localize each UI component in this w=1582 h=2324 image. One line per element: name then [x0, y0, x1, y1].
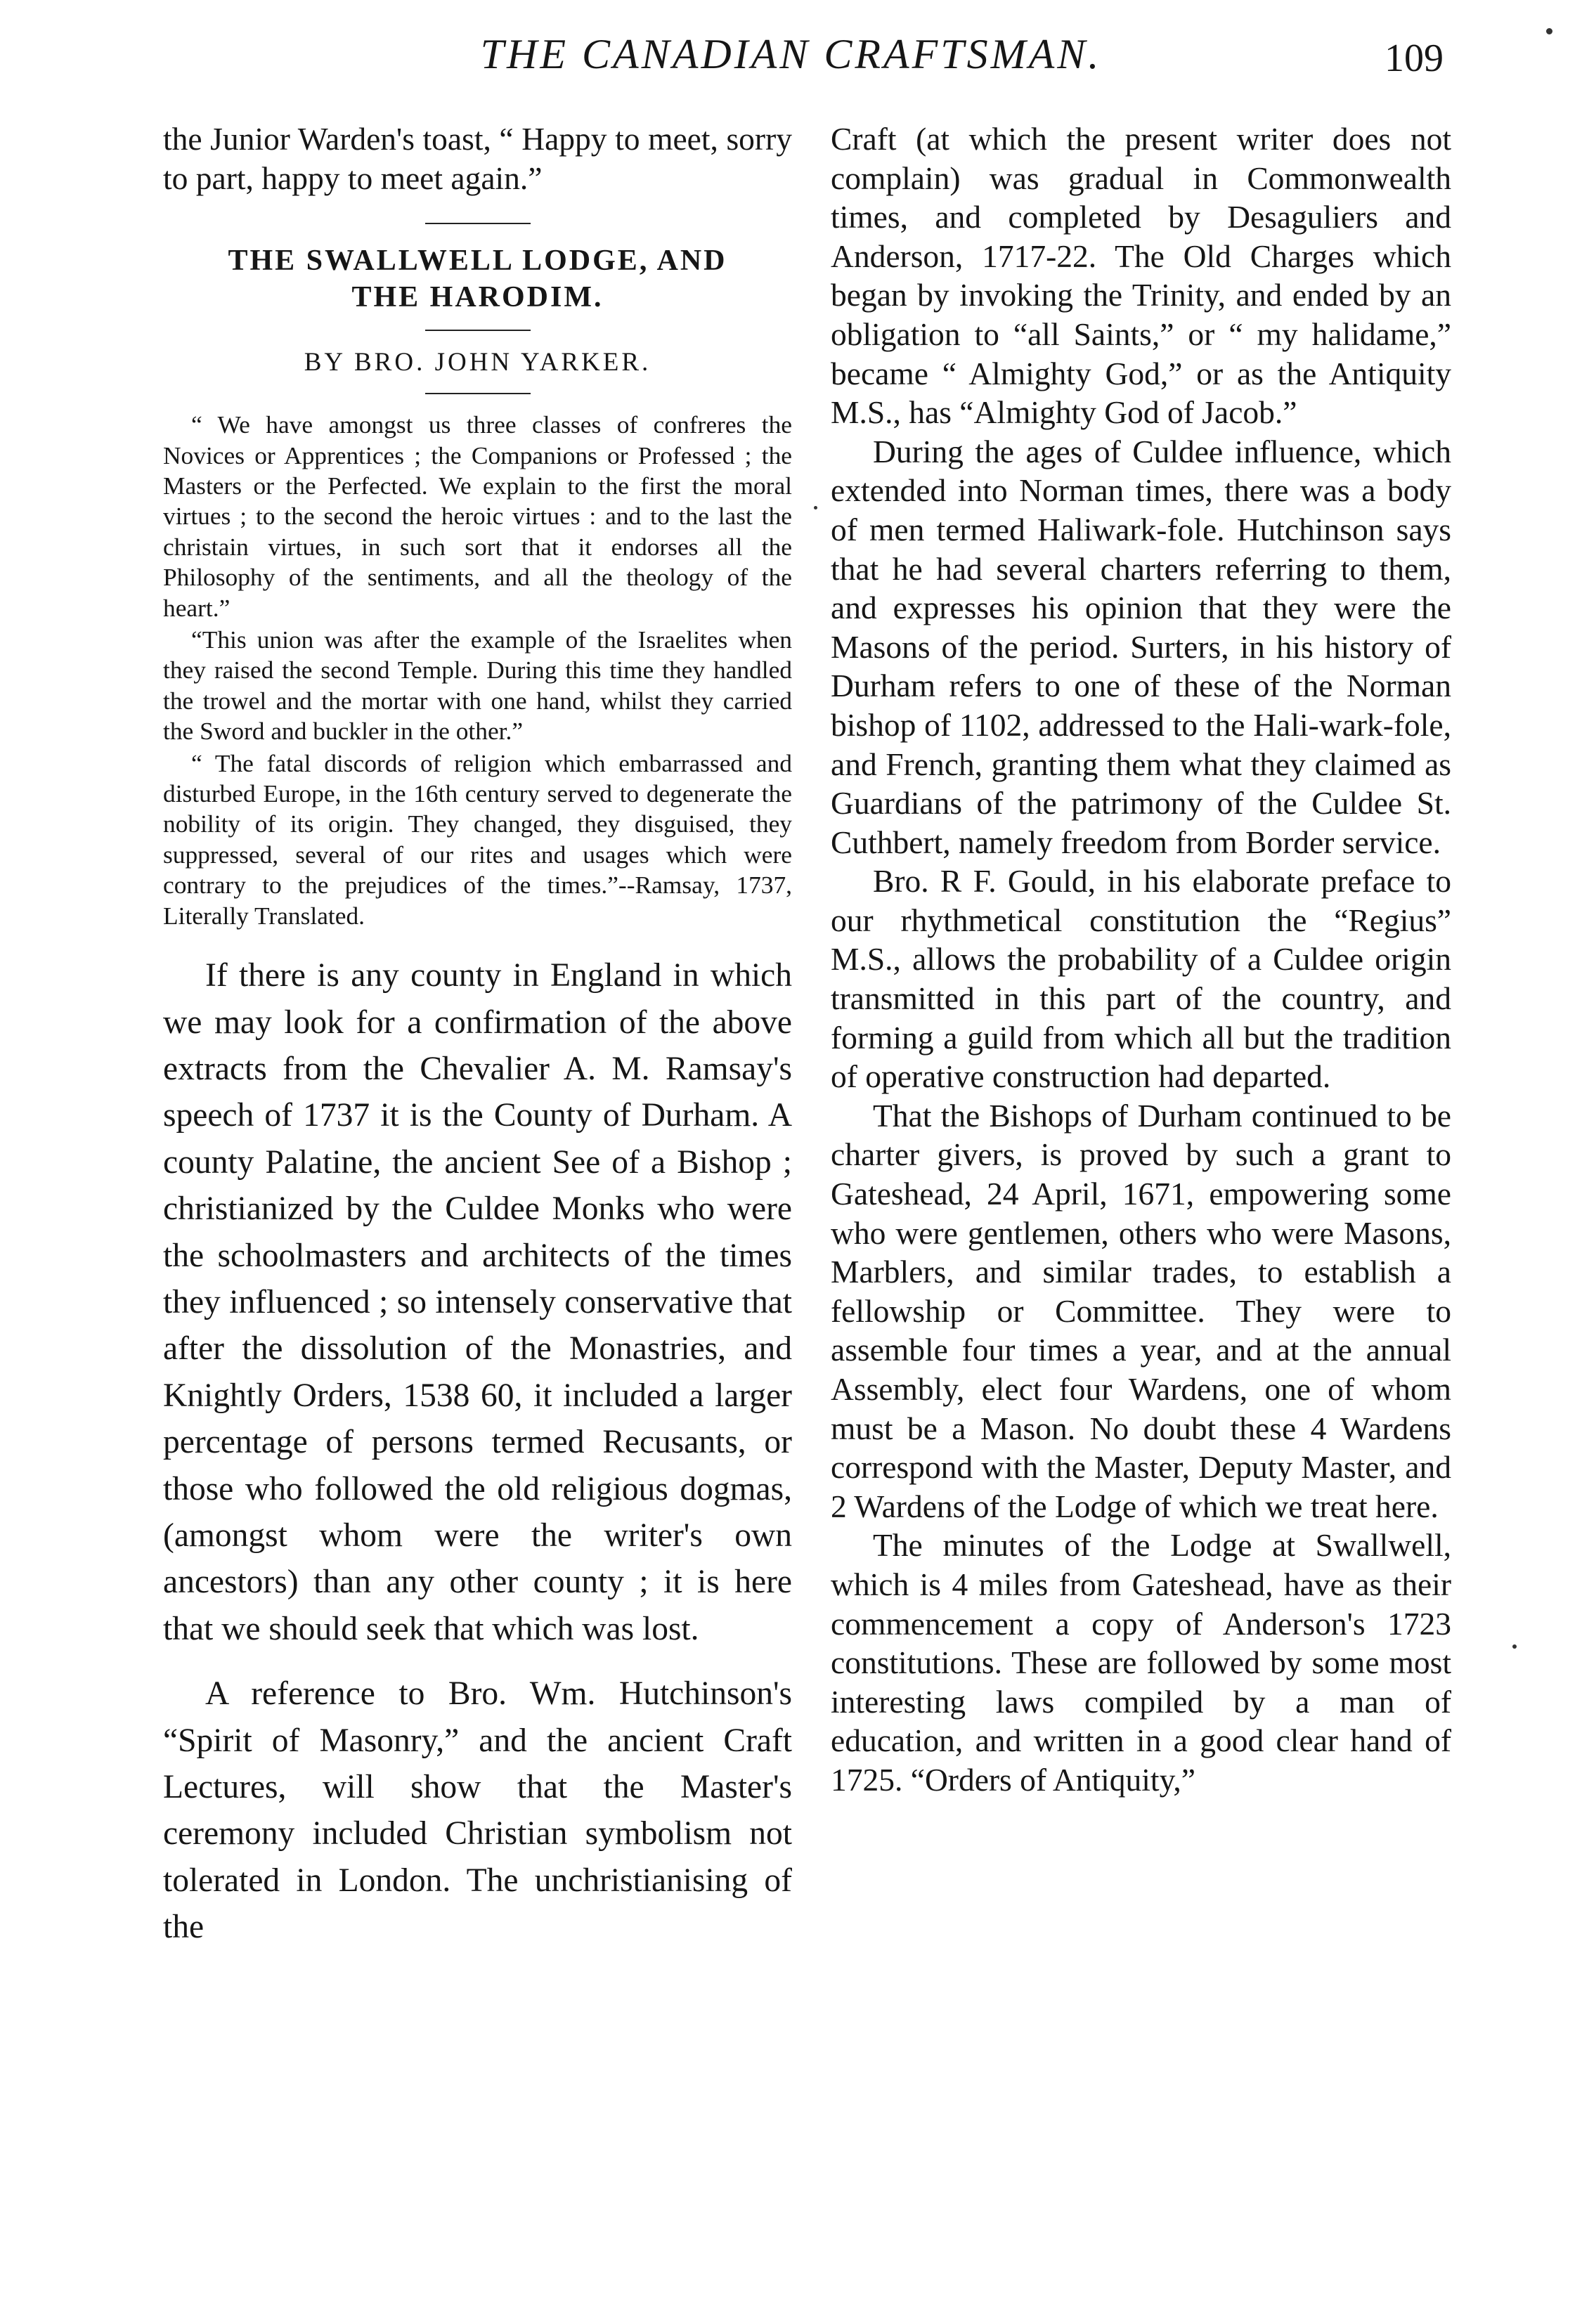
- intro-text: the Junior Warden's toast, “ Happy to meet, sorry to part, happy to meet again.”: [163, 121, 792, 196]
- margin-speck: [1512, 1644, 1517, 1649]
- byline-rule: [425, 393, 531, 394]
- body-paragraph: The minutes of the Lodge at Swallwell, which is 4 miles from Gateshead, have as their commencement a copy of Anderson's 1723 constitutions. These are followed by some most interesting laws compiled by a man of education, and written in a good clear hand of 1725. “Orders of Antiquity,”: [831, 1527, 1451, 1798]
- section-rule: [425, 223, 531, 224]
- margin-speck: [1546, 28, 1552, 34]
- body-paragraph: A reference to Bro. Wm. Hutchinson's “Spirit of Masonry,” and the ancient Craft Lectures, will show that the Master's ceremony included Christian symbolism not tolerated in London. The unchristianising of the: [163, 1675, 792, 1946]
- right-column: [831, 119, 1451, 1800]
- left-column: [163, 119, 792, 1951]
- author-byline: BY BRO. JOHN YARKER.: [304, 348, 651, 377]
- body-paragraph: During the ages of Culdee influence, which extended into Norman times, there was a body of men termed Haliwark-fole. Hutchinson says that he had several charters referring to them, and expresses his opinion that they were the Masons of the period. Surters, in his history of Durham refers to one of these of the Norman bishop of 1102, addressed to the Hali-wark-fole, and French, granting them what they claimed as Guardians of the patrimony of the Culdee St. Cuthbert, namely freedom from Border service.: [831, 433, 1451, 860]
- epigraph-quote-2: “This union was after the example of the Israelites when they raised the second Temple. During this time they handled the trowel and the mortar with one hand, whilst they carried the Sword and buckler in the other.”: [163, 625, 792, 746]
- epigraph-quote-3: “ The fatal discords of religion which embarrassed and disturbed Europe, in the 16th century served to degenerate the nobility of its origin. They changed, they disguised, they suppressed, several of our rites and usages which were contrary to the prejudices of the times.”--Ramsay, 1737, Literally Translated.: [163, 748, 792, 930]
- epigraph: [163, 410, 792, 931]
- page-header: [0, 30, 1582, 86]
- body-paragraph: Bro. R F. Gould, in his elaborate preface to our rhythmetical constitution the “Regius” M.S., allows the probability of a Culdee origin transmitted in this part of the country, and forming a guild from which all but the tradition of operative construction had departed.: [831, 863, 1451, 1095]
- running-title: THE CANADIAN CRAFTSMAN.: [480, 31, 1102, 77]
- epigraph-quote-1: “ We have amongst us three classes of confreres the Novices or Apprentices ; the Companions or Professed ; the Masters or the Perfected. We explain to the first the moral virtues ; to the second the heroic virtues : and to the last the christain virtues, in such sort that it endorses all the Philosophy of the sentiments, and all the theology of the heart.”: [163, 410, 792, 622]
- body-paragraph: If there is any county in England in which we may look for a confirmation of the above extracts from the Chevalier A. M. Ramsay's speech of 1737 it is the County of Durham. A county Palatine, the ancient See of a Bishop ; christianized by the Culdee Monks who were the schoolmasters and architects of the times they influenced ; so intensely conservative that after the dissolution of the Monastries, and Knightly Orders, 1538 60, it included a larger percentage of persons termed Recusants, or those who followed the old religious dogmas, (amongst whom were the writer's own ancestors) than any other county ; it is here that we should seek that which was lost.: [163, 957, 792, 1647]
- heading-rule: [425, 330, 531, 331]
- page-number: 109: [1385, 37, 1444, 80]
- body-paragraph: That the Bishops of Durham continued to be charter givers, is proved by such a grant to Gateshead, 24 April, 1671, empowering some who were gentlemen, others who were Masons, Marblers, and similar trades, to establish a fellowship or Committee. They were to assemble four times a year, and at the annual Assembly, elect four Wardens, one of whom must be a Mason. No doubt these 4 Wardens correspond with the Master, Deputy Master, and 2 Wardens of the Lodge of which we treat here.: [831, 1097, 1451, 1524]
- margin-speck: [814, 506, 817, 509]
- article-heading-line2: THE HARODIM.: [351, 281, 604, 314]
- article-heading-line1: THE SWALLWELL LODGE, AND: [228, 245, 727, 278]
- body-paragraph: Craft (at which the present writer does not complain) was gradual in Commonwealth times, and completed by Desaguliers and Anderson, 1717-22. The Old Charges which began by invoking the Trinity, and ended by an obligation to “all Saints,” or “ my halidame,” became “ Almighty God,” or as the Antiquity M.S., has “Almighty God of Jacob.”: [831, 121, 1451, 431]
